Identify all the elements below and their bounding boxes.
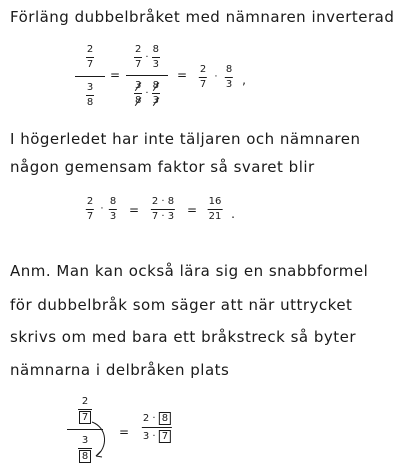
paragraph-2-line-1: I högerledet har inte täljaren och nämnaren bbox=[10, 130, 361, 148]
boxed-denominator-7: 7 bbox=[159, 430, 171, 443]
fraction-bar bbox=[208, 209, 223, 210]
eq1-equals-2: = bbox=[176, 68, 188, 82]
dot: · bbox=[145, 52, 149, 63]
eq1-den-8: 8 bbox=[86, 97, 94, 108]
eq2-frac-a bbox=[86, 196, 94, 223]
period: . bbox=[231, 207, 235, 221]
eq1-mid-top-frac-b bbox=[152, 44, 160, 71]
boxed-denominator-7: 7 bbox=[79, 411, 91, 424]
numerator-prefix: 2 · bbox=[142, 413, 156, 424]
cancelled-digit: 3 bbox=[152, 95, 159, 106]
digit: 3 bbox=[225, 79, 233, 90]
eq1-mid-bot-frac-b bbox=[152, 80, 160, 107]
digit: 7 bbox=[199, 79, 207, 90]
anm-line-2: för dubbelbråk som säger att när uttrycket bbox=[10, 296, 353, 314]
main-fraction-bar bbox=[126, 75, 168, 76]
eq1-right-frac-a bbox=[199, 64, 207, 91]
cancelled-digit: 8 bbox=[152, 80, 159, 91]
digit: 7 bbox=[86, 211, 94, 222]
dot: · bbox=[214, 71, 218, 83]
fraction-bar bbox=[152, 93, 160, 94]
anm-line-3: skrivs om med bara ett bråkstreck så byter bbox=[10, 328, 357, 346]
fraction-bar bbox=[86, 95, 94, 96]
cancelled-digit: 3 bbox=[135, 80, 142, 91]
anm-line-4: nämnarna i delbråken plats bbox=[10, 361, 230, 379]
equals: = bbox=[118, 425, 130, 439]
swap-arrow-icon bbox=[88, 418, 112, 462]
eq1-num-3: 3 bbox=[86, 82, 94, 93]
dot: · bbox=[145, 88, 149, 99]
fraction-bar bbox=[199, 77, 207, 78]
fraction-bar bbox=[225, 77, 233, 78]
digit: 2 bbox=[199, 64, 207, 75]
eq1-den-7: 7 bbox=[86, 59, 94, 70]
digit: 3 bbox=[152, 59, 159, 70]
denominator-prefix: 3 · bbox=[142, 431, 156, 442]
eq1-left-top-fraction bbox=[86, 44, 94, 71]
eq2-frac-product bbox=[151, 196, 175, 223]
eq3-right-fraction bbox=[142, 412, 172, 443]
product-numerator: 2 · 8 bbox=[151, 196, 175, 207]
result-numerator: 16 bbox=[208, 196, 222, 207]
digit: 2 bbox=[81, 396, 89, 407]
eq1-middle-top bbox=[134, 44, 160, 71]
main-fraction-bar bbox=[75, 76, 105, 77]
digit: 2 bbox=[135, 44, 142, 55]
digit: 3 bbox=[81, 435, 89, 446]
digit: 2 bbox=[86, 196, 94, 207]
eq1-middle-fraction bbox=[126, 44, 168, 107]
eq2-result bbox=[208, 196, 223, 223]
fraction-bar bbox=[152, 57, 160, 58]
comma: , bbox=[242, 73, 246, 87]
result-denominator: 21 bbox=[208, 211, 222, 222]
digit: 8 bbox=[225, 64, 233, 75]
eq1-mid-bot-frac-a bbox=[134, 80, 142, 107]
eq1-middle-bottom bbox=[134, 80, 160, 107]
eq1-equals-1: = bbox=[109, 68, 121, 82]
paragraph-2-line-2: någon gemensam faktor så svaret blir bbox=[10, 158, 315, 176]
equals: = bbox=[186, 203, 198, 217]
fraction-bar bbox=[86, 209, 94, 210]
digit: 8 bbox=[152, 44, 159, 55]
digit: 8 bbox=[109, 196, 117, 207]
fraction-bar bbox=[78, 409, 92, 410]
fraction-bar bbox=[109, 209, 117, 210]
fraction-bar bbox=[134, 93, 142, 94]
boxed-denominator-8: 8 bbox=[79, 450, 91, 463]
eq2-frac-b bbox=[109, 196, 117, 223]
fraction-bar bbox=[151, 209, 175, 210]
eq1-right-frac-b bbox=[225, 64, 233, 91]
eq1-mid-top-frac-a bbox=[134, 44, 142, 71]
intro-text: Förläng dubbelbråket med nämnaren inverterad bbox=[10, 8, 395, 26]
dot: · bbox=[100, 203, 104, 215]
fraction-bar bbox=[142, 427, 172, 428]
cancelled-digit: 8 bbox=[135, 95, 142, 106]
fraction-bar bbox=[86, 57, 94, 58]
digit: 3 bbox=[109, 211, 117, 222]
eq1-left-bottom-fraction bbox=[86, 82, 94, 109]
boxed-numerator-8: 8 bbox=[159, 412, 171, 425]
digit: 7 bbox=[135, 59, 142, 70]
equals: = bbox=[128, 203, 140, 217]
product-denominator: 7 · 3 bbox=[151, 211, 175, 222]
eq1-num-2: 2 bbox=[86, 44, 94, 55]
anm-line-1: Anm. Man kan också lära sig en snabbformel bbox=[10, 262, 369, 280]
fraction-bar bbox=[134, 57, 142, 58]
eq1-left-fraction bbox=[75, 44, 105, 109]
